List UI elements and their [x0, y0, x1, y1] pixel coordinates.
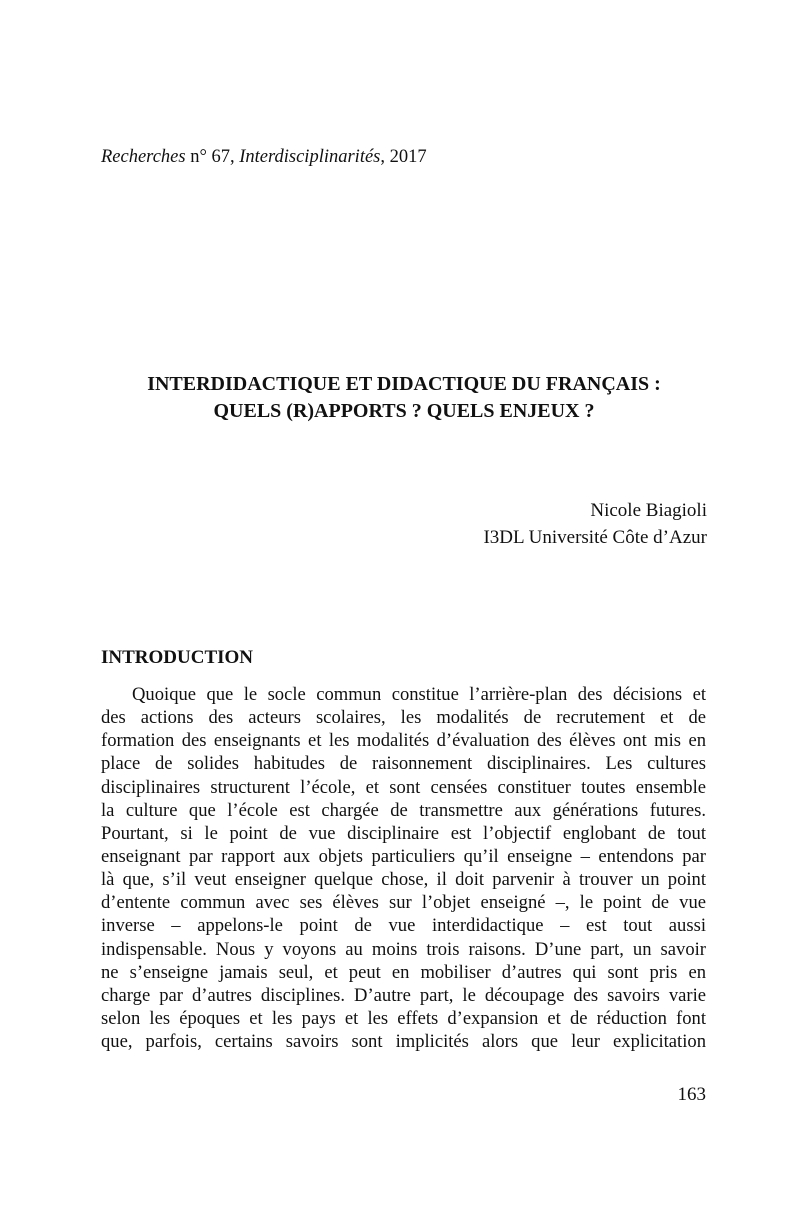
body-line: d’entente commun avec ses élèves sur l’objet enseigné –, le point de vue: [101, 892, 706, 914]
body-line: des actions des acteurs scolaires, les modalités de recrutement et de: [101, 707, 706, 729]
body-line: formation des enseignants et les modalités d’évaluation des élèves ont mis en: [101, 730, 706, 752]
section-heading: INTRODUCTION: [101, 647, 254, 668]
issue-year: , 2017: [380, 147, 427, 167]
author-affiliation: I3DL Université Côte d’Azur: [483, 527, 707, 548]
body-line: Pourtant, si le point de vue disciplinaire est l’objectif englobant de tout: [101, 822, 706, 844]
body-line: inverse – appelons-le point de vue interdidactique – est tout aussi: [101, 915, 706, 937]
body-line: ne s’enseigne jamais seul, et peut en mobiliser d’autres qui sont pris en: [101, 961, 706, 983]
author-name: Nicole Biagioli: [590, 500, 707, 521]
body-line: la culture que l’école est chargée de transmettre aux générations futures.: [101, 799, 706, 821]
issue-number: n° 67,: [185, 147, 240, 167]
title-line-2: QUELS (R)APPORTS ? QUELS ENJEUX ?: [213, 400, 595, 422]
body-line: charge par d’autres disciplines. D’autre part, le découpage des savoirs varie: [101, 984, 706, 1006]
journal-name: Recherches: [101, 147, 186, 167]
body-line: là que, s’il veut enseigner quelque chose, il doit parvenir à trouver un point: [101, 869, 706, 891]
body-paragraph: [101, 683, 706, 1053]
article-title: [101, 371, 707, 425]
body-line: Quoique que le socle commun constitue l’arrière-plan des décisions et: [132, 684, 706, 705]
body-line: indispensable. Nous y voyons au moins trois raisons. D’une part, un savoir: [101, 938, 706, 960]
title-line-1: INTERDIDACTIQUE ET DIDACTIQUE DU FRANÇAIS :: [147, 373, 661, 395]
body-line: que, parfois, certains savoirs sont implicités alors que leur explicitation: [101, 1031, 706, 1053]
issue-theme: Interdisciplinarités: [239, 147, 381, 167]
running-header: [101, 146, 427, 168]
body-line: disciplinaires structurent l’école, et sont censées constituer toutes ensemble: [101, 776, 706, 798]
body-line: enseignant par rapport aux objets particuliers qu’il enseigne – entendons par: [101, 845, 706, 867]
author-block: [483, 497, 707, 551]
body-line: selon les époques et les pays et les effets d’expansion et de réduction font: [101, 1007, 706, 1029]
body-line: place de solides habitudes de raisonnement disciplinaires. Les cultures: [101, 753, 706, 775]
page-number: 163: [677, 1084, 706, 1105]
